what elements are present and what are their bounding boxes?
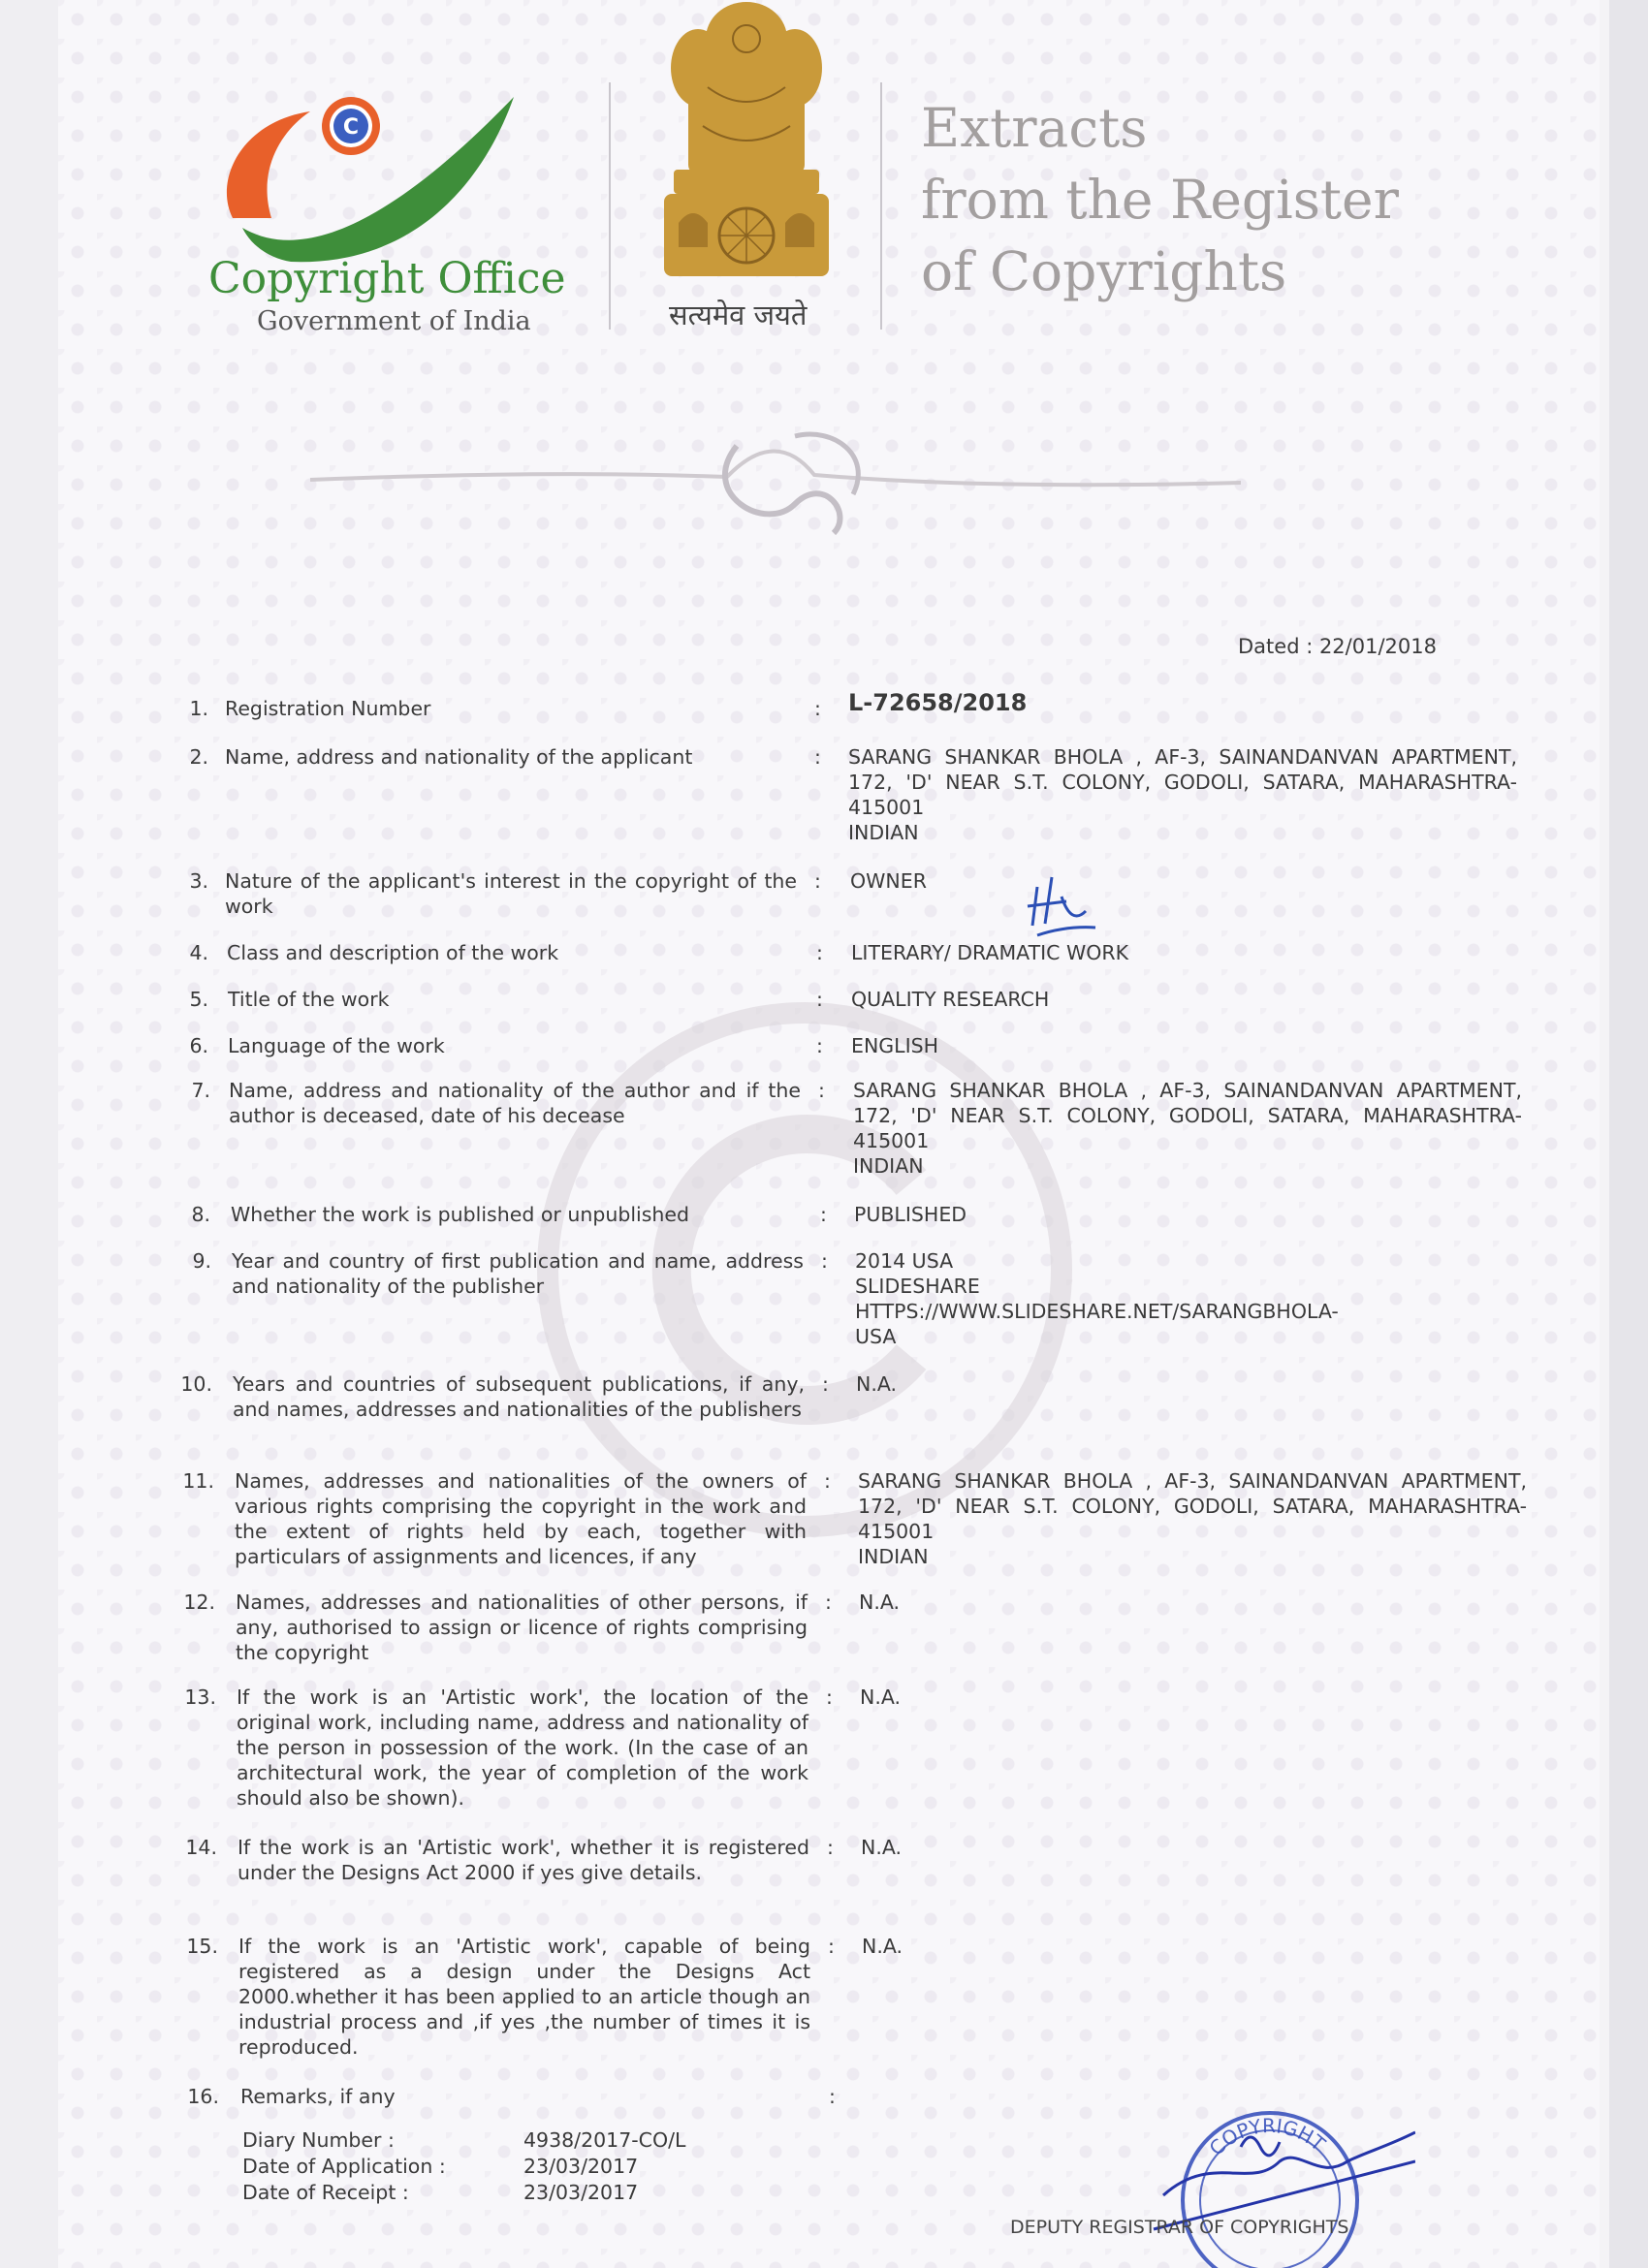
entry-label: Name, address and nationality of the applicant <box>225 745 693 769</box>
diary-number-label: Diary Number : <box>242 2128 395 2152</box>
entry-label: If the work is an 'Artistic work', capable of being registered as a design under the Designs Act 2000.whether it has been applied to an article though an industrial process and ,if yes ,the number of times it is reproduced. <box>238 1935 810 2059</box>
entry-label: Title of the work <box>228 988 390 1011</box>
entry-label: Registration Number <box>225 697 431 720</box>
designs-registration: N.A. <box>861 1836 903 1859</box>
entry-label: Name, address and nationality of the author and if the author is deceased, date of his decease <box>229 1079 801 1127</box>
colon: : <box>814 869 821 893</box>
page-margin-left <box>0 0 58 2268</box>
national-emblem <box>650 0 843 286</box>
rights-owner-address: SARANG SHANKAR BHOLA , AF-3, SAINANDANVAN APARTMENT, 172, 'D' NEAR S.T. COLONY, GODOLI, SATARA, MAHARASHTRA-415001 <box>858 1469 1527 1543</box>
registration-number: L-72658/2018 <box>848 689 1028 716</box>
entry-label: Language of the work <box>228 1034 445 1057</box>
artistic-location: N.A. <box>860 1685 902 1709</box>
entry-number: 6. <box>189 1034 208 1057</box>
colon: : <box>822 1372 829 1396</box>
entry-number: 11. <box>182 1469 214 1493</box>
work-language: ENGLISH <box>851 1034 939 1057</box>
applicant-address: SARANG SHANKAR BHOLA , AF-3, SAINANDANVAN APARTMENT, 172, 'D' NEAR S.T. COLONY, GODOLI, SATARA, MAHARASHTRA-415001 <box>848 745 1517 819</box>
work-title: QUALITY RESEARCH <box>851 988 1050 1011</box>
entry-number: 5. <box>189 988 208 1011</box>
emblem-motto: सत्यमेव जयते <box>669 299 808 331</box>
colon: : <box>818 1079 825 1102</box>
colon: : <box>816 941 823 964</box>
application-date: 23/03/2017 <box>523 2155 639 2178</box>
decorative-flourish <box>310 407 1241 552</box>
publication-status: PUBLISHED <box>854 1203 967 1226</box>
handwritten-initials <box>1018 867 1105 955</box>
official-seal <box>1125 2094 1415 2268</box>
heading-line: of Copyrights <box>921 240 1287 302</box>
colon: : <box>828 1935 835 1958</box>
colon: : <box>827 1836 834 1859</box>
colon: : <box>824 1469 831 1493</box>
publication-year-country: 2014 USA <box>855 1249 954 1273</box>
applicant-nationality: INDIAN <box>848 821 919 844</box>
publisher-name: SLIDESHARE <box>855 1275 980 1298</box>
entry-number: 13. <box>184 1685 216 1709</box>
entry-number: 2. <box>189 745 208 769</box>
colon: : <box>816 988 823 1011</box>
entry-number: 4. <box>189 941 208 964</box>
copyright-office-logo <box>204 82 582 344</box>
entry-label: Remarks, if any <box>240 2085 396 2108</box>
diary-number: 4938/2017-CO/L <box>523 2128 686 2152</box>
entry-number: 3. <box>189 869 208 893</box>
receipt-date: 23/03/2017 <box>523 2181 639 2204</box>
document-heading <box>921 92 1399 307</box>
svg-text:COPYRIGHT <box>1204 2114 1330 2160</box>
office-name: Copyright Office <box>208 254 566 303</box>
entry-label: Year and country of first publication and name, address and nationality of the publisher <box>232 1249 804 1298</box>
entry-number: 10. <box>180 1372 212 1396</box>
applicant-interest: OWNER <box>850 869 927 893</box>
application-date-label: Date of Application : <box>242 2155 446 2178</box>
government-label: Government of India <box>257 306 531 336</box>
work-class: LITERARY/ DRAMATIC WORK <box>851 941 1129 964</box>
publisher-url: HTTPS://WWW.SLIDESHARE.NET/SARANGBHOLA- <box>855 1300 1339 1323</box>
entry-number: 15. <box>186 1935 218 1958</box>
divider <box>880 82 882 330</box>
colon: : <box>829 2085 836 2108</box>
entry-label: Whether the work is published or unpublished <box>231 1203 690 1226</box>
publication-details <box>855 1248 1339 1349</box>
colon: : <box>820 1203 827 1226</box>
colon: : <box>821 1249 828 1273</box>
colon: : <box>814 745 821 769</box>
entry-number: 12. <box>183 1591 215 1614</box>
entry-label: Nature of the applicant's interest in the copyright of the work <box>225 869 797 918</box>
entry-number: 14. <box>185 1836 217 1859</box>
entry-label: If the work is an 'Artistic work', whether it is registered under the Designs Act 2000 if yes give details. <box>238 1836 809 1884</box>
colon: : <box>826 1685 833 1709</box>
publisher-nationality: USA <box>855 1325 897 1348</box>
subsequent-publications: N.A. <box>856 1372 898 1396</box>
issue-date: Dated : 22/01/2018 <box>1238 635 1437 658</box>
page-margin-right <box>1609 0 1648 2268</box>
signatory-title: DEPUTY REGISTRAR OF COPYRIGHTS <box>1010 2217 1349 2238</box>
author-nationality: INDIAN <box>853 1154 924 1178</box>
entry-number: 9. <box>192 1249 211 1273</box>
author-address: SARANG SHANKAR BHOLA , AF-3, SAINANDANVAN APARTMENT, 172, 'D' NEAR S.T. COLONY, GODOLI, SATARA, MAHARASHTRA-415001 <box>853 1079 1522 1152</box>
design-capability: N.A. <box>862 1935 903 1958</box>
entry-label: Class and description of the work <box>227 941 559 964</box>
entry-number: 1. <box>189 697 208 720</box>
heading-line: Extracts <box>921 97 1148 159</box>
seal-text: COPYRIGHT <box>1204 2113 1330 2160</box>
authorised-persons: N.A. <box>859 1591 901 1614</box>
receipt-date-label: Date of Receipt : <box>242 2181 409 2204</box>
svg-text:C: C <box>342 115 360 140</box>
heading-line: from the Register <box>921 169 1399 231</box>
entry-label: If the work is an 'Artistic work', the location of the original work, including name, address and nationality of the person in possession of the work. (In the case of an architectural work, the year of completion of the work should also be shown). <box>237 1685 808 1810</box>
colon: : <box>825 1591 832 1614</box>
entry-label: Names, addresses and nationalities of the owners of various rights comprising the copyright in the work and the extent of rights held by each, together with particulars of assignments and licences, if any <box>235 1469 807 1568</box>
entry-label: Years and countries of subsequent publications, if any, and names, addresses and nationalities of the publishers <box>233 1372 805 1421</box>
divider <box>609 82 611 330</box>
colon: : <box>814 697 821 720</box>
entry-number: 7. <box>191 1079 210 1102</box>
colon: : <box>816 1034 823 1057</box>
rights-owner-nationality: INDIAN <box>858 1545 929 1568</box>
entry-number: 16. <box>187 2085 219 2108</box>
entry-label: Names, addresses and nationalities of other persons, if any, authorised to assign or licence of rights comprising the copyright <box>236 1591 808 1664</box>
entry-number: 8. <box>191 1203 210 1226</box>
